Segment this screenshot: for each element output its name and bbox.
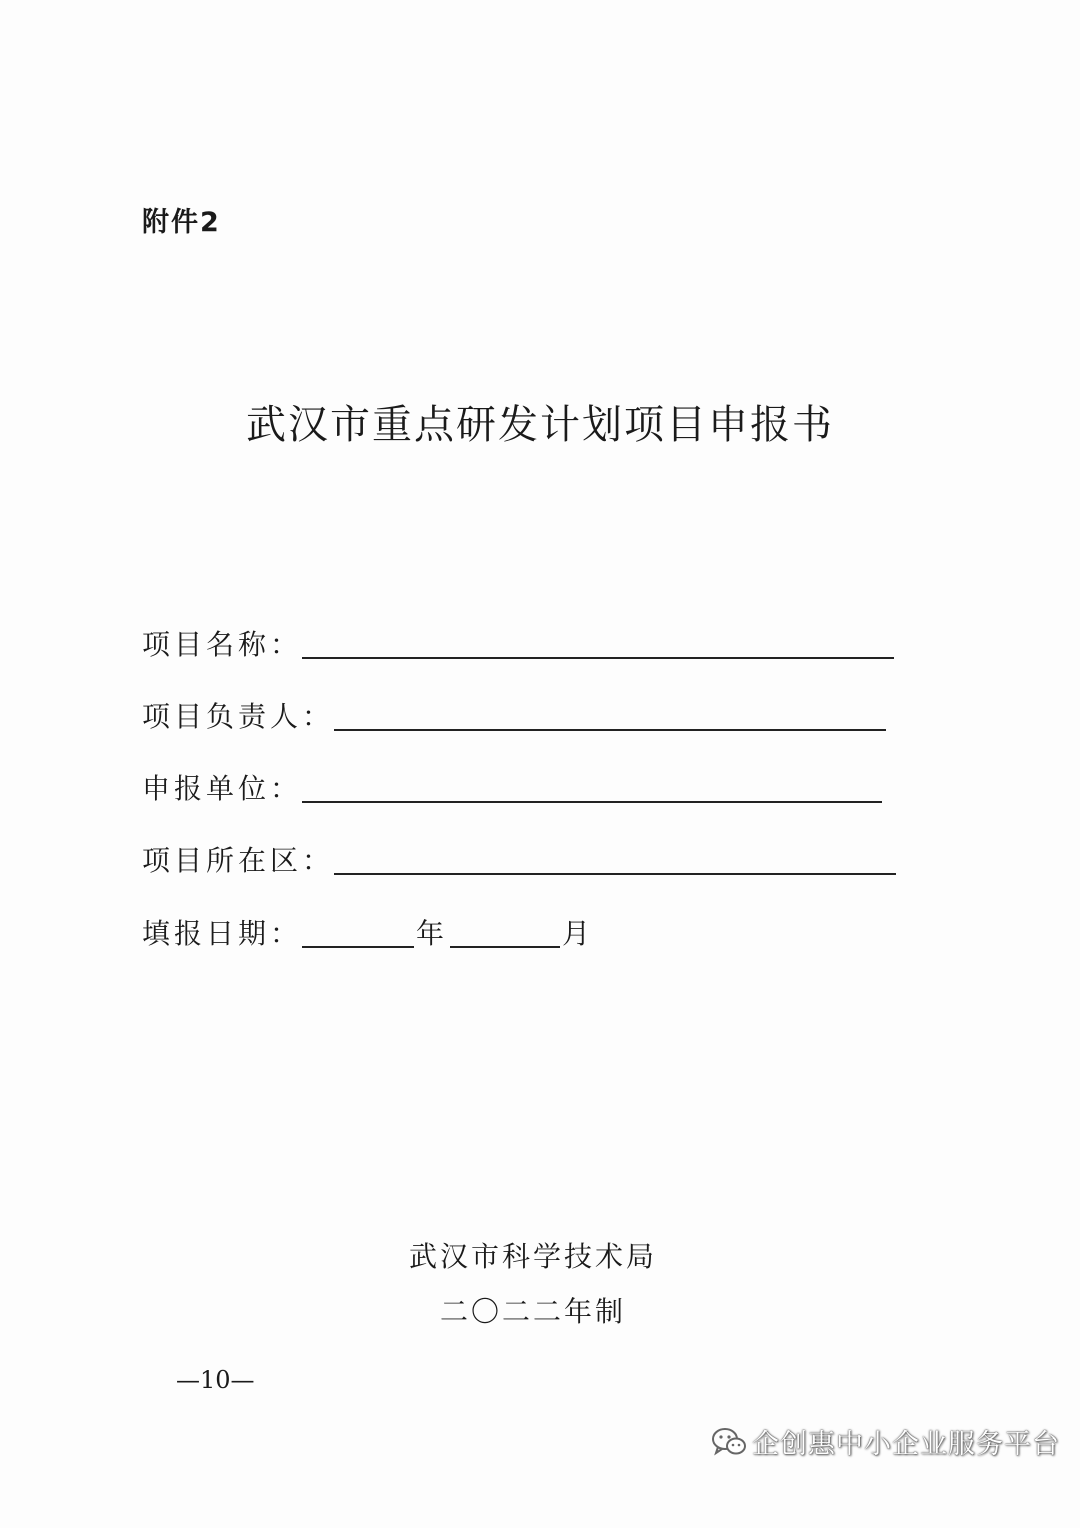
field-project-leader — [142, 697, 886, 737]
field-label: 项目负责人： — [142, 700, 335, 733]
field-applicant-unit — [142, 769, 882, 809]
wechat-icon — [710, 1426, 748, 1458]
project-name-input-line[interactable] — [302, 657, 894, 659]
project-leader-input-line[interactable] — [334, 729, 886, 731]
field-label: 项目所在区： — [142, 844, 335, 877]
year-input-line[interactable] — [302, 946, 414, 948]
watermark-text: 企创惠中小企业服务平台 — [752, 1429, 1060, 1460]
applicant-unit-input-line[interactable] — [302, 801, 882, 803]
project-district-input-line[interactable] — [334, 873, 896, 875]
issue-year: 二〇二二年制 — [439, 1295, 626, 1328]
watermark — [710, 1422, 1060, 1461]
issuer-name: 武汉市科学技术局 — [408, 1240, 657, 1273]
field-fill-date — [142, 914, 596, 954]
field-project-name — [142, 625, 894, 665]
document-title: 武汉市重点研发计划项目申报书 — [246, 402, 834, 448]
field-label: 申报单位： — [142, 772, 303, 805]
field-project-district — [142, 841, 896, 881]
page-number: —10— — [176, 1366, 255, 1394]
year-unit: 年 — [416, 917, 449, 950]
month-unit: 月 — [562, 917, 595, 950]
attachment-label: 附件2 — [142, 207, 221, 238]
field-label: 填报日期： — [142, 917, 303, 950]
month-input-line[interactable] — [450, 946, 560, 948]
field-label: 项目名称： — [142, 628, 303, 661]
